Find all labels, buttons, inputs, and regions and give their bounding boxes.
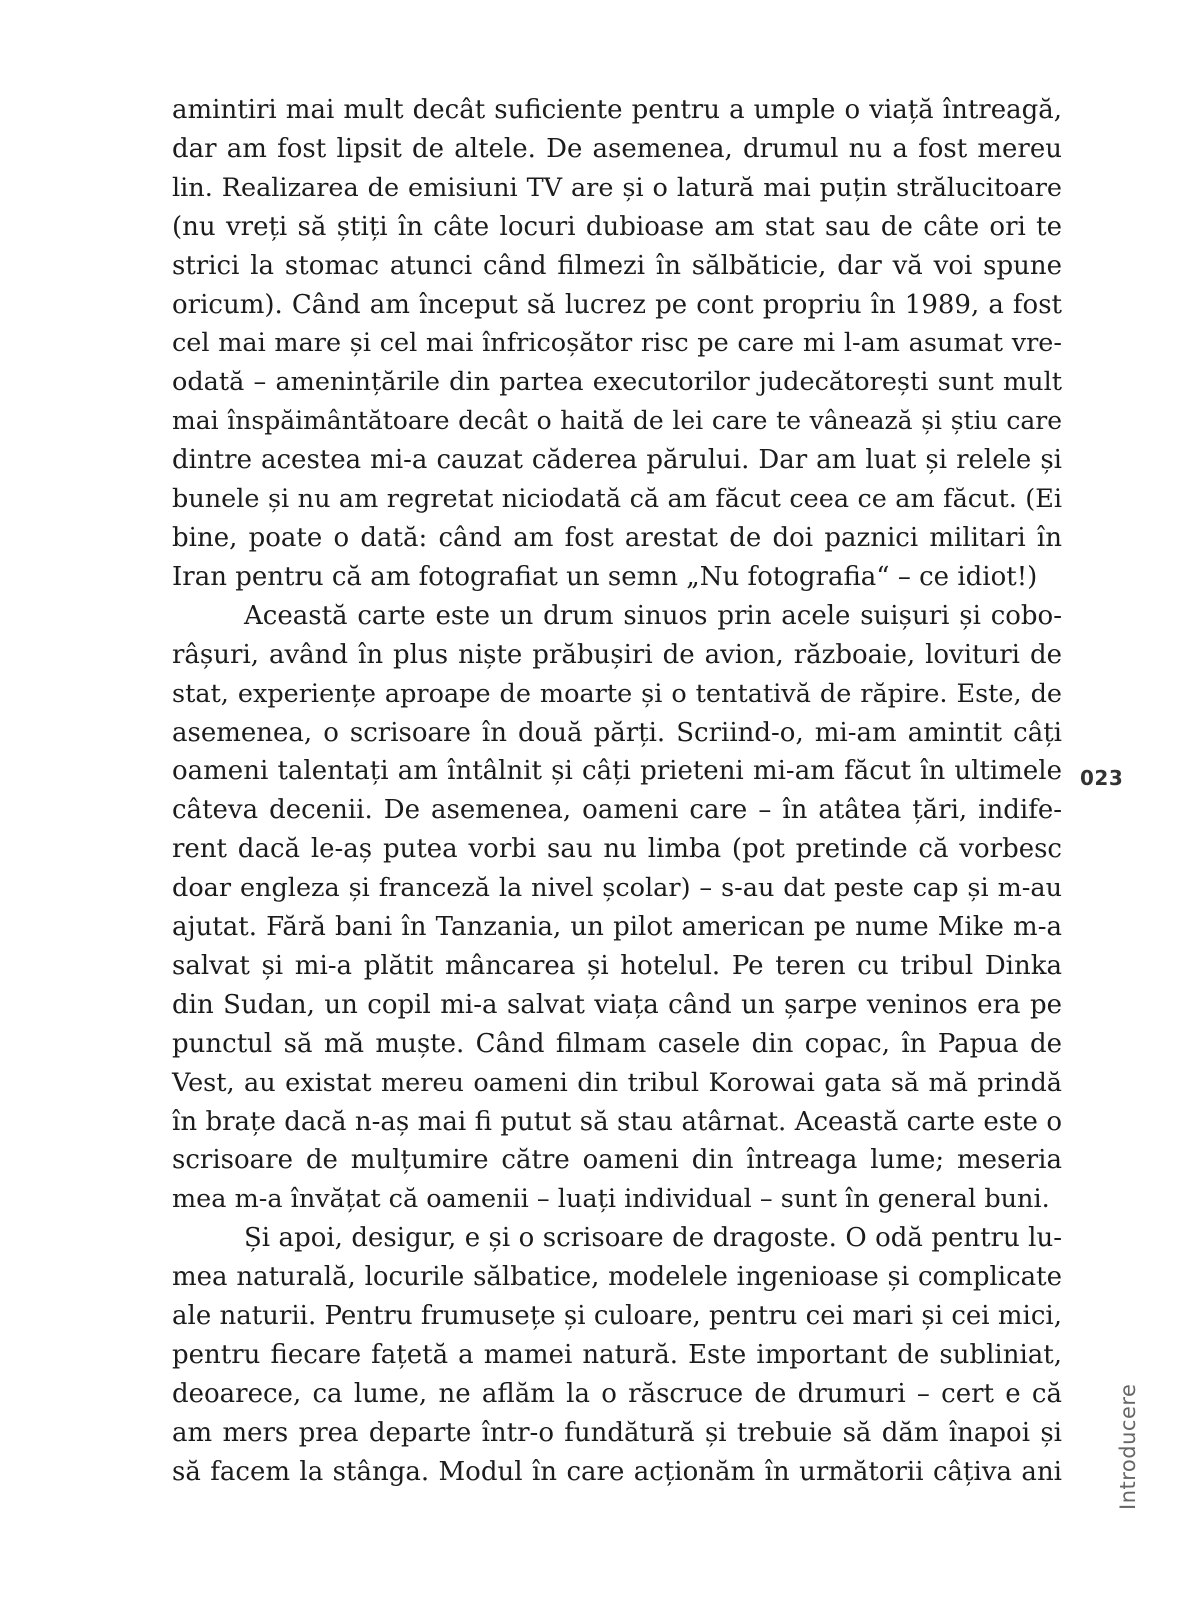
text-line: am mers prea departe într-o fundătură și trebuie să dăm înapoi și bbox=[172, 1417, 1062, 1448]
text-line: salvat și mi-a plătit mâncarea și hotelul. Pe teren cu tribul Dinka bbox=[172, 950, 1062, 981]
text-line: din Sudan, un copil mi-a salvat viața când un șarpe veninos era pe bbox=[172, 989, 1062, 1020]
text-line: odată – amenințările din partea executorilor judecătorești sunt mult bbox=[172, 367, 1062, 398]
text-line: bunele și nu am regretat niciodată că am făcut ceea ce am făcut. (Ei bbox=[172, 484, 1062, 515]
text-line: rent dacă le-aș putea vorbi sau nu limba (pot pretinde că vorbesc bbox=[172, 834, 1062, 865]
text-line: ajutat. Fără bani în Tanzania, un pilot american pe nume Mike m-a bbox=[172, 912, 1062, 943]
text-line: mea naturală, locurile sălbatice, modelele ingenioase și complicate bbox=[172, 1262, 1062, 1293]
text-line: oricum). Când am început să lucrez pe cont propriu în 1989, a fost bbox=[172, 289, 1062, 320]
text-line: în brațe dacă n-aș mai fi putut să stau atârnat. Această carte este o bbox=[172, 1106, 1062, 1137]
text-line: ale naturii. Pentru frumusețe și culoare, pentru cei mari și cei mici, bbox=[172, 1301, 1062, 1332]
text-line: punctul să mă muște. Când filmam casele din copac, în Papua de bbox=[172, 1028, 1062, 1059]
text-line: să facem la stânga. Modul în care acționăm în următorii câțiva ani bbox=[172, 1456, 1062, 1487]
text-line: doar engleza și franceză la nivel școlar) – s-au dat peste cap și m-au bbox=[172, 873, 1062, 904]
text-line: Vest, au existat mereu oameni din tribul Korowai gata să mă prindă bbox=[172, 1067, 1062, 1098]
body-text bbox=[172, 91, 1062, 1492]
text-line: câteva decenii. De asemenea, oameni care – în atâtea țări, indife- bbox=[172, 795, 1062, 826]
text-line: mea m-a învățat că oamenii – luați individual – sunt în general buni. bbox=[172, 1184, 1050, 1215]
text-line: Și apoi, desigur, e și o scrisoare de dragoste. O odă pentru lu- bbox=[244, 1223, 1062, 1254]
text-line: dar am fost lipsit de altele. De asemenea, drumul nu a fost mereu bbox=[172, 133, 1062, 164]
text-line: Iran pentru că am fotografiat un semn „Nu fotografia“ – ce idiot!) bbox=[172, 561, 1038, 592]
text-line: mai înspăimântătoare decât o haită de lei care te vânează și știu care bbox=[172, 406, 1062, 436]
text-line: Această carte este un drum sinuos prin acele suișuri și cobo- bbox=[244, 600, 1062, 631]
text-line: cel mai mare și cel mai înfricoșător risc pe care mi l-am asumat vre- bbox=[172, 328, 1062, 359]
text-line: scrisoare de mulțumire către oameni din întreaga lume; meseria bbox=[172, 1145, 1062, 1176]
text-line: deoarece, ca lume, ne aflăm la o răscruce de drumuri – cert e că bbox=[172, 1378, 1062, 1409]
text-line: asemenea, o scrisoare în două părți. Scriind-o, mi-am amintit câți bbox=[172, 717, 1062, 748]
text-line: râșuri, având în plus niște prăbușiri de avion, războaie, lovituri de bbox=[172, 639, 1062, 670]
page-number: 023 bbox=[1080, 766, 1124, 790]
text-line: dintre acestea mi-a cauzat căderea părului. Dar am luat și relele și bbox=[172, 445, 1062, 476]
text-line: strici la stomac atunci când filmezi în sălbăticie, dar vă voi spune bbox=[172, 250, 1062, 281]
text-line: pentru fiecare fațetă a mamei natură. Este important de subliniat, bbox=[172, 1340, 1062, 1370]
text-line: amintiri mai mult decât suficiente pentru a umple o viață întreagă, bbox=[172, 95, 1062, 125]
text-line: oameni talentați am întâlnit și câți prieteni mi-am făcut în ultimele bbox=[172, 756, 1062, 787]
text-line: lin. Realizarea de emisiuni TV are și o latură mai puțin strălucitoare bbox=[172, 172, 1062, 203]
text-line: stat, experiențe aproape de moarte și o tentativă de răpire. Este, de bbox=[172, 678, 1062, 709]
running-header: Introducere bbox=[1116, 1383, 1140, 1510]
text-line: (nu vreți să știți în câte locuri dubioase am stat sau de câte ori te bbox=[172, 211, 1062, 242]
text-line: bine, poate o dată: când am fost arestat de doi paznici militari în bbox=[172, 522, 1062, 553]
